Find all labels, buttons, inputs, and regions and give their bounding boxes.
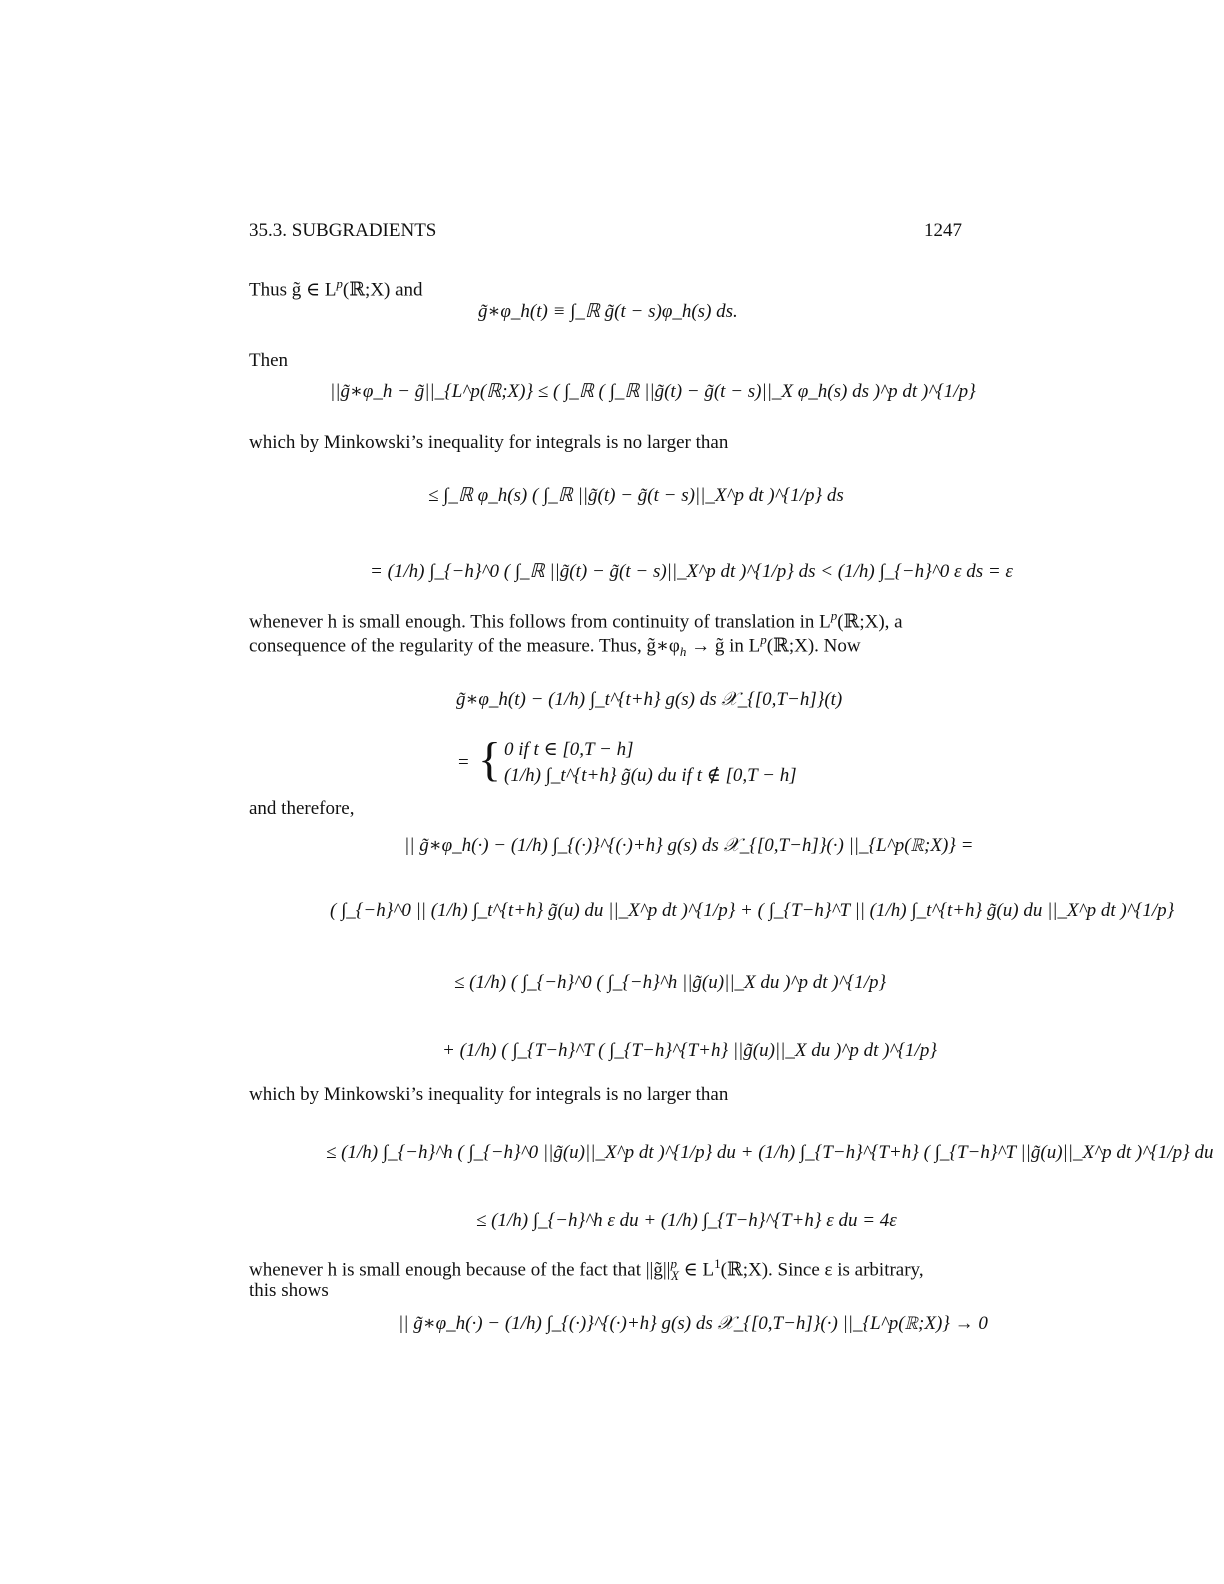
equation-text: || g̃∗φ_h(·) − (1/h) ∫_{(·)}^{(·)+h} g(s) ds 𝒳_{[0,T−h]}(·) ||_{L^p(ℝ;X)} → 0 xyxy=(398,1313,988,1334)
equation-text: g̃∗φ_h(t) − (1/h) ∫_t^{t+h} g(s) ds 𝒳_{[0,T−h]}(t) xyxy=(456,689,843,710)
text-line: consequence of the regularity of the measure. Thus, $g̃∗\varphi_h$ → g̃ in $L^p(ℝ;X)$. Now xyxy=(249,632,861,660)
brace-icon: { xyxy=(478,733,502,786)
case-line: 0 if t ∈ [0,T − h] xyxy=(504,739,634,760)
text-line: which by Minkowski’s inequality for integrals is no larger than xyxy=(249,1084,729,1105)
text-line: which by Minkowski’s inequality for integrals is no larger than xyxy=(249,432,729,453)
equation-text: + (1/h) ( ∫_{T−h}^T ( ∫_{T−h}^{T+h} ||g̃(u)||_X du )^p dt )^{1/p} xyxy=(442,1040,937,1061)
equation-four-epsilon xyxy=(476,1210,897,1232)
equation-split xyxy=(330,900,1174,922)
equation-bound-b xyxy=(442,1040,937,1062)
equation-limit xyxy=(398,1312,988,1335)
text-line: this shows xyxy=(249,1280,329,1301)
text-line: and therefore, xyxy=(249,798,355,819)
equation-epsilon-bound xyxy=(370,560,1013,583)
text-line: Thus g̃ ∈ $L^p(ℝ;X)$ and xyxy=(249,276,423,301)
equation-text: ≤ (1/h) ∫_{−h}^h ( ∫_{−h}^0 ||g̃(u)||_X^p dt )^{1/p} du + (1/h) ∫_{T−h}^{T+h} ( ∫_{T−h}^T ||g̃(u)||_X^p dt )^{1/p} du xyxy=(326,1142,1214,1163)
equation-text: || g̃∗φ_h(·) − (1/h) ∫_{(·)}^{(·)+h} g(s) ds 𝒳_{[0,T−h]}(·) ||_{L^p(ℝ;X)} = xyxy=(404,835,974,856)
equation-minkowski-1 xyxy=(428,484,844,507)
equation-text: ≤ (1/h) ∫_{−h}^h ε du + (1/h) ∫_{T−h}^{T+h} ε du = 4ε xyxy=(476,1210,897,1231)
equation-difference xyxy=(456,688,842,711)
equation-text: ≤ (1/h) ( ∫_{−h}^0 ( ∫_{−h}^h ||g̃(u)||_X du )^p dt )^{1/p} xyxy=(454,972,887,993)
equation-text: ( ∫_{−h}^0 || (1/h) ∫_t^{t+h} g̃(u) du ||_X^p dt )^{1/p} + ( ∫_{T−h}^T || (1/h) ∫_t^{t+h} g̃(u) du ||_X^p dt )^{1/p} xyxy=(330,900,1175,921)
text-line: whenever h is small enough because of the fact that $||g̃||^p_X$ ∈ $L^1(ℝ;X)$. Since ε is arbitrary, xyxy=(249,1256,924,1284)
equation-text: = (1/h) ∫_{−h}^0 ( ∫_ℝ ||g̃(t) − g̃(t − s)||_X^p dt )^{1/p} ds < (1/h) ∫_{−h}^0 ε ds = ε xyxy=(370,561,1013,582)
equation-convolution-def xyxy=(478,300,738,323)
equation-minkowski-2 xyxy=(326,1142,1213,1164)
running-header: 35.3. SUBGRADIENTS xyxy=(249,220,437,241)
page-number: 1247 xyxy=(924,220,962,241)
text-line: whenever h is small enough. This follows from continuity of translation in $L^p(ℝ;X)$, a xyxy=(249,608,903,633)
case-line: (1/h) ∫_t^{t+h} g̃(u) du if t ∉ [0,T − h] xyxy=(504,765,797,786)
equation-norm-bound xyxy=(330,380,976,403)
equation-text: ≤ ∫_ℝ φ_h(s) ( ∫_ℝ ||g̃(t) − g̃(t − s)||_X^p dt )^{1/p} ds xyxy=(428,485,844,506)
text-line: Then xyxy=(249,350,289,371)
equation-lp-norm xyxy=(404,834,973,857)
equation-text: g̃∗φ_h(t) ≡ ∫_ℝ g̃(t − s)φ_h(s) ds. xyxy=(478,301,738,322)
equation-text: ||g̃∗φ_h − g̃||_{L^p(ℝ;X)} ≤ ( ∫_ℝ ( ∫_ℝ ||g̃(t) − g̃(t − s)||_X φ_h(s) ds )^p dt )^{1/p} xyxy=(330,381,976,402)
equation-bound-a xyxy=(454,972,886,994)
